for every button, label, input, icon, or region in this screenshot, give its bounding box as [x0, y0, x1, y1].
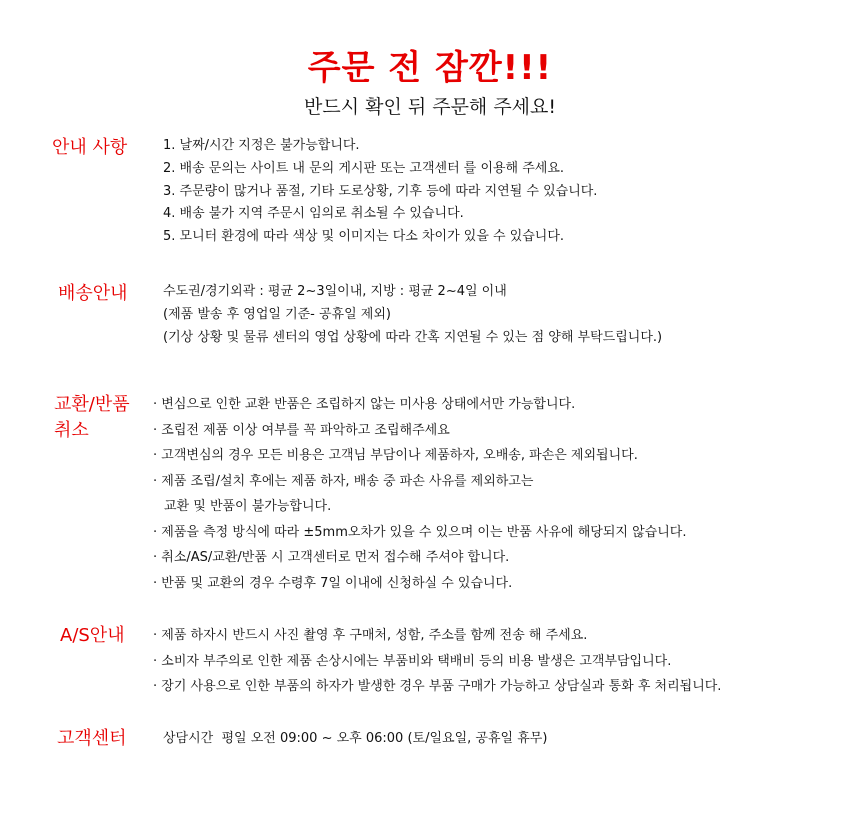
delivery-list — [163, 281, 662, 349]
list-item: 수도권/경기외곽 : 평균 2~3일이내, 지방 : 평균 2~4일 이내 — [163, 284, 507, 299]
list-item: · 조립전 제품 이상 여부를 꼭 파악하고 조립해주세요 — [153, 422, 450, 438]
notice-list — [163, 135, 597, 249]
list-item: · 반품 및 교환의 경우 수령후 7일 이내에 신청하실 수 있습니다. — [153, 575, 513, 591]
list-item: 2. 배송 문의는 사이트 내 문의 게시판 또는 고객센터 를 이용해 주세요. — [163, 160, 565, 176]
support-hours-text: 상담시간 평일 오전 09:00 ~ 오후 06:00 (토/일요일, 공휴일 휴무) — [163, 731, 548, 746]
list-item: 교환 및 반품이 불가능합니다. — [164, 499, 332, 514]
page-title: 주문 전 잠깐!!! — [307, 48, 553, 88]
as-list — [153, 623, 721, 700]
list-item: · 제품을 측정 방식에 따라 ±5mm오차가 있을 수 있으며 이는 반품 사유에 해당되지 않습니다. — [153, 524, 687, 540]
list-item: (제품 발송 후 영업일 기준- 공휴일 제외) — [163, 306, 391, 322]
exchange-label-line2: 취소 — [54, 420, 89, 441]
exchange-label-line1: 교환/반품 — [54, 394, 130, 415]
delivery-label: 배송안내 — [58, 283, 128, 304]
exchange-list — [153, 392, 686, 596]
page-subtitle: 반드시 확인 뒤 주문해 주세요! — [303, 96, 557, 118]
list-item: 4. 배송 불가 지역 주문시 임의로 취소될 수 있습니다. — [163, 206, 464, 222]
list-item: · 고객변심의 경우 모든 비용은 고객님 부담이나 제품하자, 오배송, 파손은 제외됩니다. — [153, 448, 638, 463]
exchange-label — [54, 392, 130, 444]
list-item: · 소비자 부주의로 인한 제품 손상시에는 부품비와 택배비 등의 비용 발생은 고객부담입니다. — [153, 653, 672, 669]
list-item: 5. 모니터 환경에 따라 색상 및 이미지는 다소 차이가 있을 수 있습니다. — [163, 229, 565, 245]
support-hours — [163, 728, 547, 751]
support-label: 고객센터 — [57, 728, 127, 749]
list-item: (기상 상황 및 물류 센터의 영업 상황에 따라 간혹 지연될 수 있는 점 양해 부탁드립니다.) — [163, 329, 663, 345]
notice-label: 안내 사항 — [52, 137, 128, 158]
list-item: · 취소/AS/교환/반품 시 고객센터로 먼저 접수해 주셔야 합니다. — [153, 550, 510, 565]
list-item: · 제품 조립/설치 후에는 제품 하자, 배송 중 파손 사유를 제외하고는 — [153, 473, 534, 489]
list-item: · 장기 사용으로 인한 부품의 하자가 발생한 경우 부품 구매가 가능하고 상담실과 통화 후 처리됩니다. — [153, 679, 722, 694]
as-label: A/S안내 — [60, 625, 125, 646]
list-item: 3. 주문량이 많거나 품절, 기타 도로상황, 기후 등에 따라 지연될 수 있습니다. — [163, 183, 598, 199]
list-item: 1. 날짜/시간 지정은 불가능합니다. — [163, 138, 360, 153]
list-item: · 제품 하자시 반드시 사진 촬영 후 구매처, 성함, 주소를 함께 전송 해 주세요. — [153, 628, 588, 643]
list-item: · 변심으로 인한 교환 반품은 조립하지 않는 미사용 상태에서만 가능합니다. — [153, 397, 576, 412]
